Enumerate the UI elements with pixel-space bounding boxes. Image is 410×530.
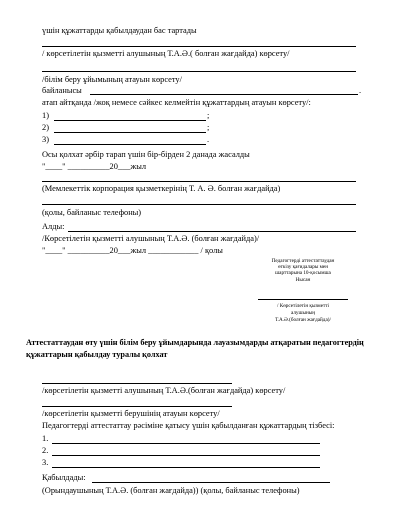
received-label: Алды: (42, 222, 65, 231)
receipt-provider-hint: /көрсетілетін қызметті берушінің атауын көрсету/ (42, 409, 220, 418)
contact-end: . (359, 86, 362, 95)
organization-name-hint: /білім беру ұйымының атауын көрсету/ (42, 75, 182, 84)
missing-doc-item-3: 3) (42, 135, 49, 144)
annex-line-3: шарттарына 10-қосымша (275, 270, 331, 276)
contact-label: байланысы (42, 86, 82, 95)
receipt-title-line-1: Аттестаттаудан өту үшін білім беру ұйымдарында лауазымдарды атқаратын педагогтердің (26, 338, 364, 347)
annex-line-2: өткізу қағидалары мен (278, 264, 328, 270)
recipient-name-hint-2: /Көрсетілетін қызметті алушының Т.А.Ә. (болған жағдайда)/ (42, 234, 260, 243)
annex-line-7: Т.А.Ә.(болған жағдайда)/ (275, 317, 331, 323)
receipt-recipient-hint: /көрсетілетін қызметті алушының Т.А.Ә.(болған жағдайда) көрсету/ (42, 386, 286, 395)
sign-phone-hint: (қолы, байланыс телефоны) (42, 208, 142, 217)
receipt-recipient-line (42, 383, 232, 384)
receipt-item-2: 2. (42, 446, 49, 455)
signature-line (42, 46, 356, 47)
employee-line (42, 181, 356, 182)
missing-docs-label: атап айтқанда /жоқ немесе сәйкес келмейтін құжаттардың атауын көрсету/: (42, 98, 311, 107)
missing-doc-line-2 (54, 132, 206, 133)
missing-doc-item-2: 2) (42, 123, 49, 132)
receipt-title-line-2: құжаттарын қабылдау туралы қолхат (26, 350, 168, 359)
receipt-list-title: Педагогтерді аттестаттау рәсіміне қатысу үшін қабылданған құжаттардың тізбесі: (42, 421, 335, 430)
copies-note: Осы қолхат әрбір тарап үшін бір-бірден 2 данада жасалды (42, 150, 250, 159)
receipt-item-line-3 (52, 467, 320, 468)
missing-doc-end-1: ; (207, 111, 210, 120)
contact-line (90, 94, 358, 95)
executor-hint: (Орындаушының Т.А.Ә. (болған жағдайда)) (қолы, байланыс телефоны) (42, 486, 300, 495)
recipient-name-hint: / көрсетілетін қызметті алушының Т.А.Ә.( болған жағдайда) көрсету/ (42, 49, 290, 58)
receipt-item-line-1 (52, 443, 320, 444)
receipt-item-1: 1. (42, 434, 49, 443)
accepted-line (92, 482, 330, 483)
annex-line-6: алушының (290, 310, 316, 316)
missing-doc-end-3: . (207, 135, 210, 144)
refused-line: үшін құжаттарды қабылдаудан бас тартады (42, 26, 197, 35)
missing-doc-line-3 (54, 144, 206, 145)
annex-line-1: Педагогтерді аттестаттаудан (271, 258, 335, 264)
missing-doc-end-2: ; (207, 123, 210, 132)
date-line: "____" __________20___жыл (42, 162, 147, 171)
date-sign-line: "____" __________20___жыл ____________ / қолы (42, 246, 223, 255)
sign-phone-line (42, 204, 356, 205)
missing-doc-line-1 (54, 120, 206, 121)
receipt-item-line-2 (52, 455, 320, 456)
accepted-label: Қабылдады: (42, 473, 86, 482)
missing-doc-item-1: 1) (42, 111, 49, 120)
receipt-provider-line (42, 406, 232, 407)
annex-line-5: / Көрсетілетін қызметті (277, 303, 329, 309)
received-line (68, 231, 356, 232)
annex-signature-line (258, 299, 348, 300)
annex-form-label: Нысан (295, 277, 311, 283)
receipt-item-3: 3. (42, 458, 49, 467)
signature-line (42, 71, 356, 72)
state-corp-employee-hint: (Мемлекеттік корпорация қызметкерінің Т. А. Ә. болған жағдайда) (42, 184, 281, 193)
